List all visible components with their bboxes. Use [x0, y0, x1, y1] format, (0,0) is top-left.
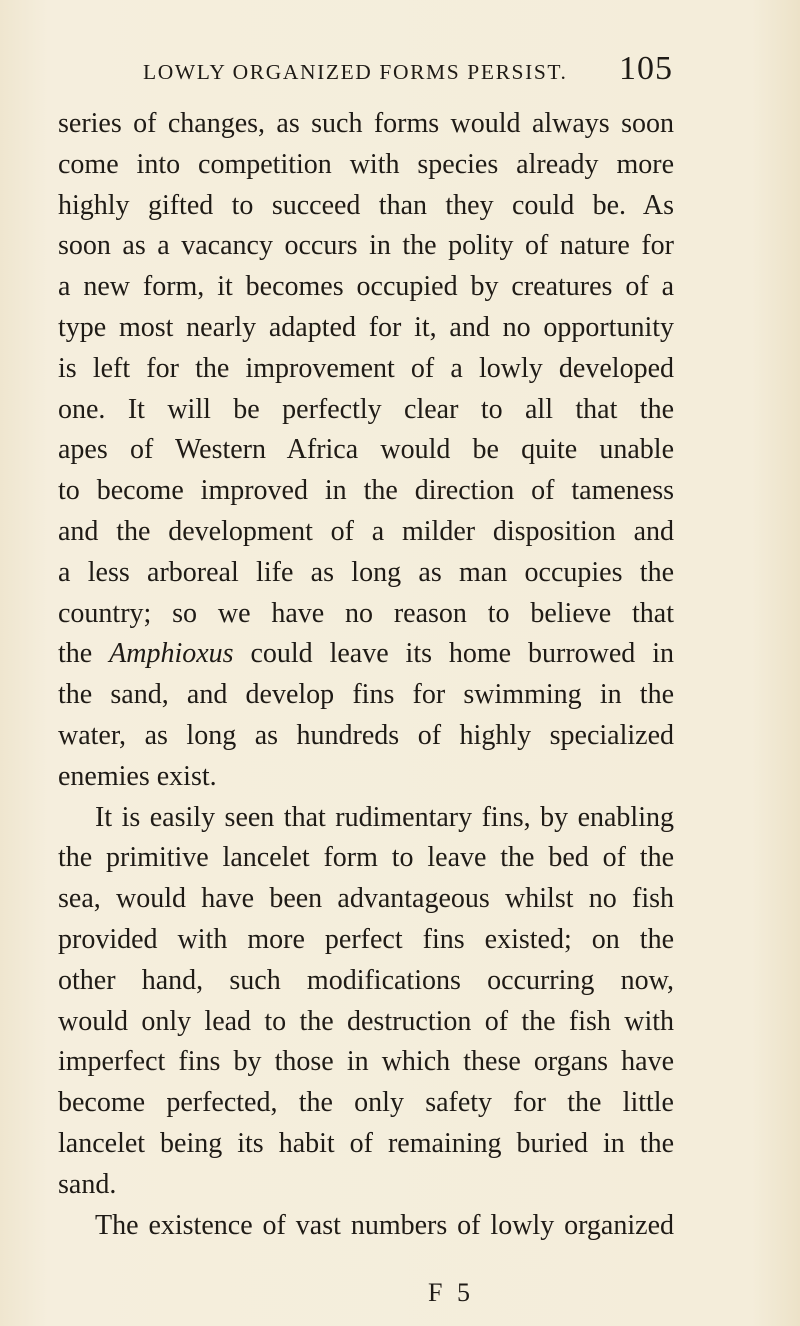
text-line: to become improved in the direction of tameness — [58, 475, 674, 507]
text-line: other hand, such modifications occurring now, — [58, 964, 674, 996]
text-line: soon as a vacancy occurs in the polity of nature for — [58, 230, 674, 262]
text-line: come into competition with species already more — [58, 148, 674, 180]
page-number: 105 — [619, 50, 673, 87]
text-line: sand. — [58, 1168, 117, 1200]
text-fragment: the — [58, 638, 110, 670]
paragraph-2 — [58, 798, 674, 1206]
running-title: LOWLY ORGANIZED FORMS PERSIST. — [143, 60, 568, 84]
text-line: would only lead to the destruction of the fish with — [58, 1005, 674, 1037]
text-line: sea, would have been advantageous whilst no fish — [58, 883, 674, 915]
text-line: apes of Western Africa would be quite unable — [58, 434, 674, 466]
text-line: provided with more perfect fins existed; on the — [58, 923, 674, 955]
text-line: the primitive lancelet form to leave the bed of the — [58, 842, 674, 874]
text-line: and the development of a milder disposition and — [58, 515, 674, 547]
text-line: become perfected, the only safety for the little — [58, 1087, 674, 1119]
text-line: enemies exist. — [58, 760, 217, 792]
text-line: series of changes, as such forms would always soon — [58, 108, 674, 139]
text-line: It is easily seen that rudimentary fins, by enabling — [95, 801, 674, 833]
text-line: a new form, it becomes occupied by creatures of a — [58, 271, 674, 303]
text-line: imperfect fins by those in which these organs have — [58, 1046, 674, 1078]
text-line: highly gifted to succeed than they could be. As — [58, 189, 674, 221]
text-line-with-italic — [58, 634, 674, 675]
text-line: is left for the improvement of a lowly developed — [58, 352, 674, 384]
text-line: water, as long as hundreds of highly specialized — [58, 719, 674, 751]
text-line: The existence of vast numbers of lowly organized — [95, 1209, 674, 1241]
signature-mark: F 5 — [428, 1278, 474, 1307]
running-head — [143, 50, 673, 94]
text-line: a less arboreal life as long as man occupies the — [58, 556, 674, 588]
italic-genus-name: Amphioxus — [109, 638, 234, 670]
text-line: the sand, and develop fins for swimming in the — [58, 679, 674, 711]
paragraph-1 — [58, 104, 674, 798]
text-line: lancelet being its habit of remaining buried in the — [58, 1127, 674, 1159]
text-line: country; so we have no reason to believe that — [58, 597, 674, 629]
text-line: one. It will be perfectly clear to all that the — [58, 393, 674, 425]
body-text — [58, 104, 674, 1246]
text-line: type most nearly adapted for it, and no opportunity — [58, 311, 674, 343]
paragraph-3 — [58, 1206, 674, 1247]
text-fragment: could leave its home burrowed in — [233, 638, 674, 670]
